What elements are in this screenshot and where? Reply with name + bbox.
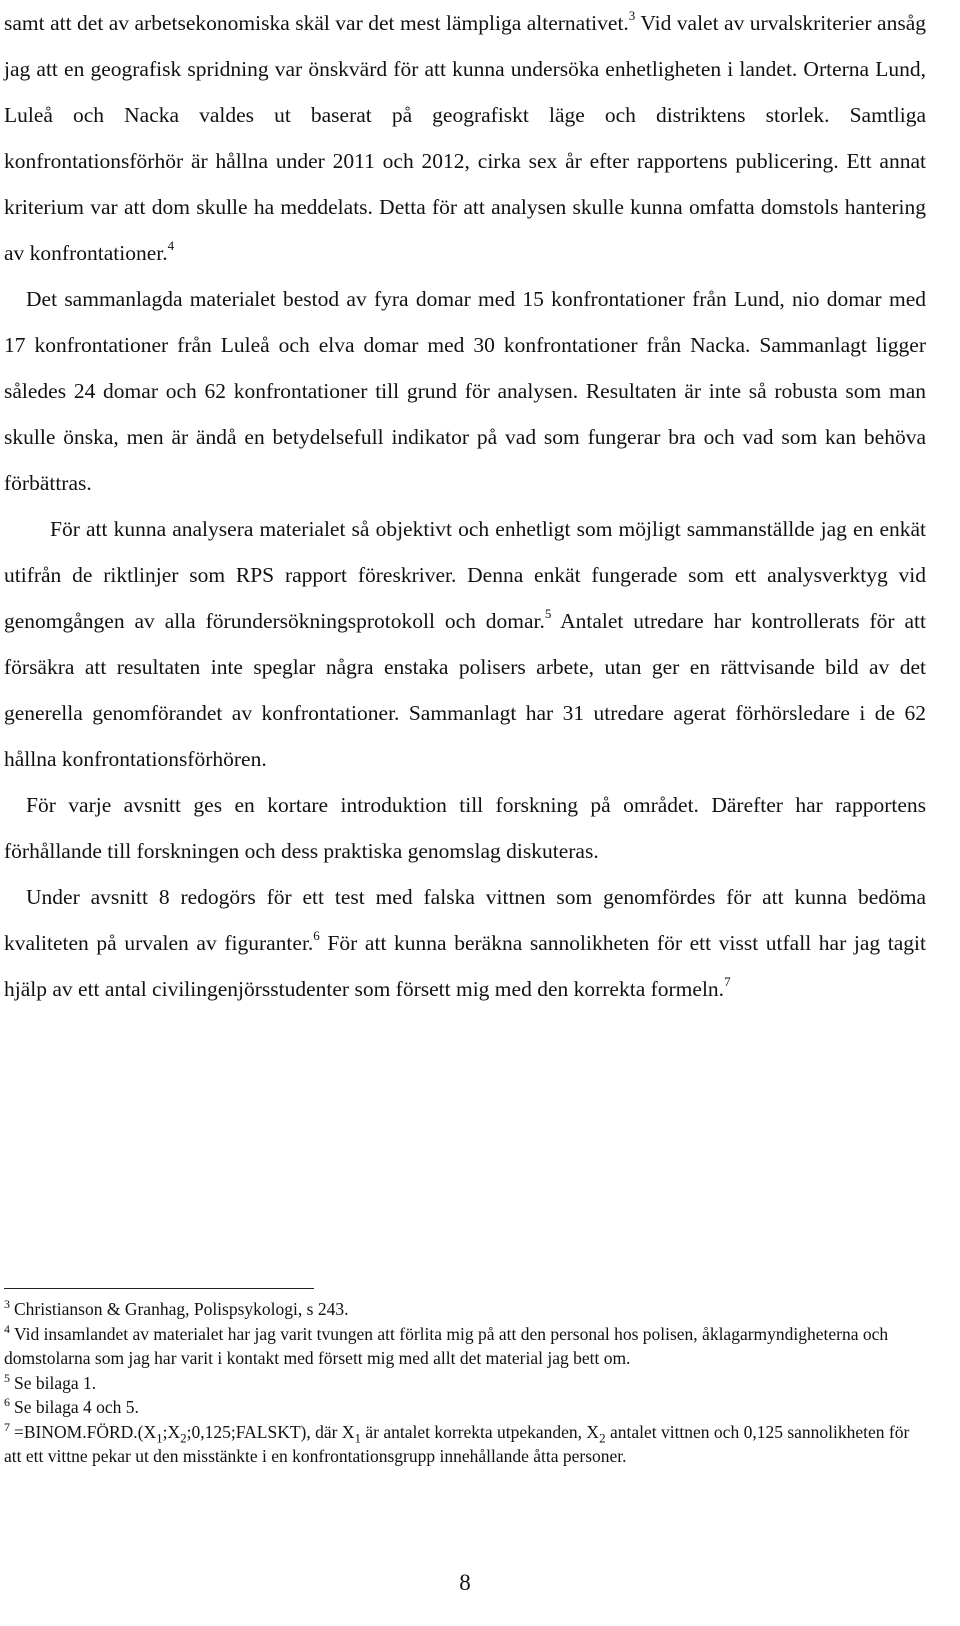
paragraph-1: samt att det av arbetsekonomiska skäl var det mest lämpliga alternativet.$^3$ Vid valet av urvalskriterier ansåg jag att en geografisk spridning var önskvärd för att kunna undersöka enhetligheten i landet. Orterna Lund, Luleå och Nacka valdes ut baserat på geografiskt läge och distriktens storlek. Samtliga konfrontationsförhör är hållna under 2011 och 2012, cirka sex år efter rapportens publicering. Ett annat kriterium var att dom skulle ha meddelats. Detta för att analysen skulle kunna omfatta domstols hantering av konfrontationer.$^4$ (4, 7, 926, 265)
paragraph-3: För att kunna analysera materialet så objektivt och enhetligt som möjligt sammanställde jag en enkät utifrån de riktlinjer som RPS rapport föreskriver. Denna enkät fungerade som ett analysverktyg vid genomgången av alla förundersökningsprotokoll och domar.$^5$ Antalet utredare har kontrollerats för att försäkra att resultaten inte speglar några enstaka polisers arbete, utan ger en rättvisande bild av det generella genomförandet av konfrontationer. Sammanlagt har 31 utredare agerat förhörsledare i de 62 hållna konfrontationsförhören. (4, 517, 926, 771)
footnote-7: $^7 =BINOM.FÖRD.(X_1;X_2;0,125;FALSKT)$, där $X_1$ är antalet korrekta utpekanden, $X_2$ antalet vittnen och 0,125 sannolikheten för att ett vittne pekar ut den misstänkte i en konfrontationsgrupp innehållande åtta personer. (4, 1419, 910, 1466)
footnote-4: $^4$ Vid insamlandet av materialet har jag varit tvungen att förlita mig på att den personal hos polisen, åklagarmyndigheterna och domstolarna som jag har varit i kontakt med försett mig med allt det material jag bett om. (4, 1321, 889, 1368)
paragraph-4: För varje avsnitt ges en kortare introduktion till forskning på området. Därefter har rapportens förhållande till forskningen och dess praktiska genomslag diskuteras. (4, 793, 926, 863)
footnote-3: $^3$ Christianson & Granhag, Polispsykologi, s 243. (4, 1297, 349, 1319)
page-number: 8 (459, 1570, 471, 1595)
footnote-ref-4[interactable]: 4 (167, 237, 175, 253)
footnote-ref-5[interactable]: 5 (544, 605, 552, 621)
footnote-ref-3[interactable]: 3 (628, 7, 636, 23)
footnotes (4, 1297, 926, 1469)
paragraph-2: Det sammanlagda materialet bestod av fyra domar med 15 konfrontationer från Lund, nio domar med 17 konfrontationer från Luleå och elva domar med 30 konfrontationer från Nacka. Sammanlagt ligger således 24 domar och 62 konfrontationer till grund för analysen. Resultaten är inte så robusta som man skulle önska, men är ändå en betydelsefull indikator på vad som fungerar bra och vad som kan behöva förbättras. (4, 287, 926, 495)
footnote-separator (4, 1288, 314, 1289)
footnote-6: $^6$ Se bilaga 4 och 5. (4, 1395, 139, 1417)
paragraph-5: Under avsnitt 8 redogörs för ett test med falska vittnen som genomfördes för att kunna bedöma kvaliteten på urvalen av figuranter.$^6$ För att kunna beräkna sannolikheten för ett visst utfall har jag tagit hjälp av ett antal civilingenjörsstudenter som försett mig med den korrekta formeln.$^7$ (4, 885, 926, 1001)
footnote-5: $^5$ Se bilaga 1. (4, 1370, 97, 1393)
body-text (4, 0, 926, 1012)
footnote-ref-7[interactable]: 7 (724, 973, 731, 989)
footnote-ref-6[interactable]: 6 (313, 927, 320, 943)
